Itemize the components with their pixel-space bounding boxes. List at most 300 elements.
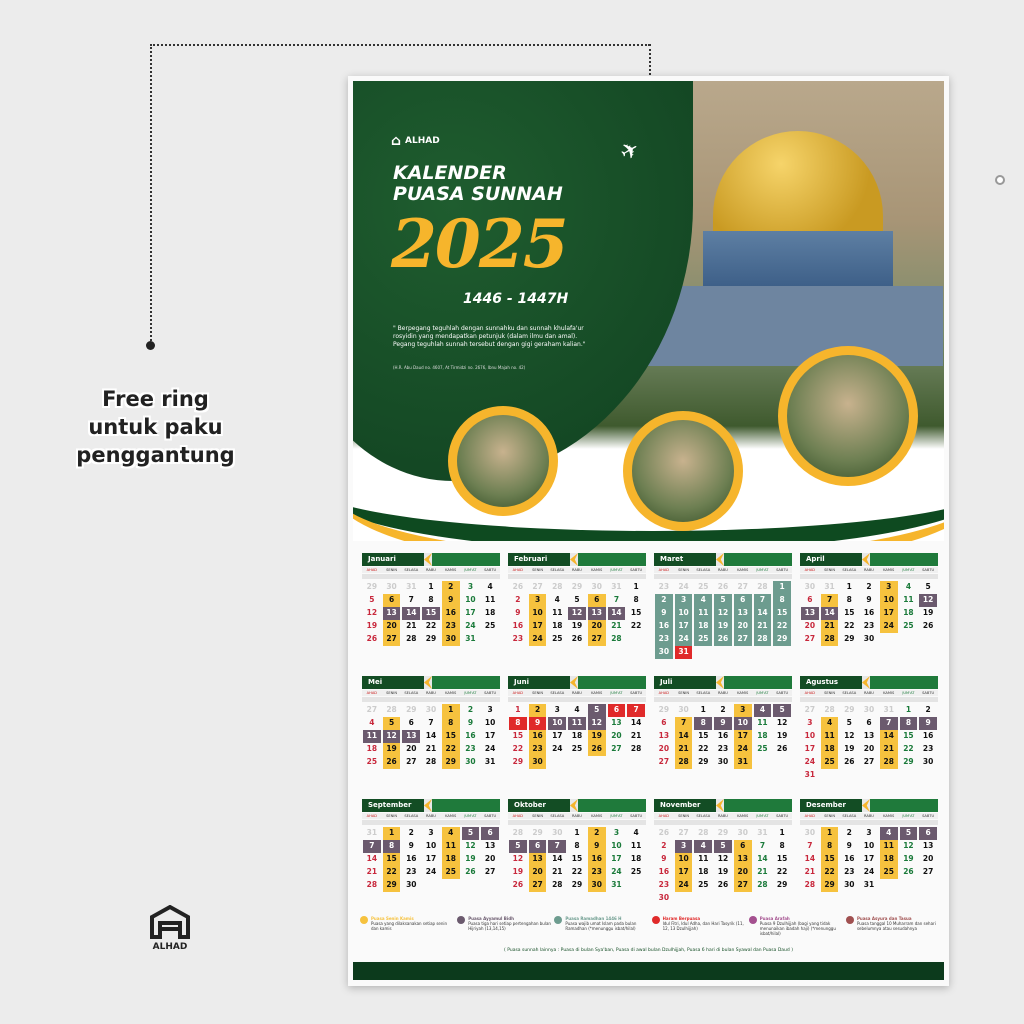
day-cell: 1 bbox=[905, 705, 912, 714]
month-name: Oktober bbox=[508, 799, 570, 812]
calendar-sheet bbox=[348, 76, 949, 986]
day-cell: 20 bbox=[529, 866, 547, 879]
month-header bbox=[654, 799, 792, 812]
month-november bbox=[654, 799, 792, 913]
day-names bbox=[508, 813, 646, 819]
day-cell: 15 bbox=[571, 854, 583, 863]
day-cell-outside: 29 bbox=[658, 705, 670, 714]
day-cell: 13 bbox=[588, 607, 606, 620]
legend-color-icon bbox=[749, 916, 757, 924]
day-cell: 1 bbox=[779, 828, 785, 837]
month-header bbox=[800, 676, 938, 689]
month-juni bbox=[508, 676, 646, 790]
day-cell: 24 bbox=[484, 744, 496, 753]
day-cell: 9 bbox=[866, 595, 872, 604]
day-cell: 4 bbox=[574, 705, 580, 714]
day-cell: 10 bbox=[484, 718, 496, 727]
day-cell: 5 bbox=[900, 827, 918, 840]
day-name: AHAD bbox=[366, 691, 378, 695]
day-cell: 4 bbox=[633, 828, 639, 837]
day-cell: 28 bbox=[425, 757, 437, 766]
day-name: SENIN bbox=[678, 568, 690, 572]
arabic-day-names bbox=[508, 697, 646, 702]
day-grid bbox=[508, 827, 646, 892]
month-oktober bbox=[508, 799, 646, 913]
calendar-year: 2025 bbox=[391, 205, 567, 283]
day-cell-outside: 30 bbox=[737, 828, 748, 837]
day-cell: 25 bbox=[757, 744, 768, 753]
day-cell: 17 bbox=[611, 854, 622, 863]
day-cell: 3 bbox=[428, 828, 434, 837]
day-cell: 24 bbox=[529, 633, 547, 646]
day-cell: 26 bbox=[776, 744, 788, 753]
day-cell: 2 bbox=[720, 705, 726, 714]
day-cell: 20 bbox=[484, 854, 496, 863]
day-cell: 11 bbox=[821, 730, 839, 743]
day-cell: 7 bbox=[363, 840, 381, 853]
day-cell-outside: 28 bbox=[824, 705, 835, 714]
day-cell: 2 bbox=[515, 595, 521, 604]
day-cell-outside: 29 bbox=[406, 705, 417, 714]
day-cell: 28 bbox=[552, 880, 563, 889]
day-cell: 4 bbox=[880, 827, 898, 840]
day-cell: 16 bbox=[717, 731, 729, 740]
month-desember bbox=[800, 799, 938, 913]
hijri-info bbox=[870, 799, 938, 812]
month-juli bbox=[654, 676, 792, 790]
day-cell-outside: 29 bbox=[571, 582, 583, 591]
day-cell: 10 bbox=[425, 841, 437, 850]
day-name: JUM'AT bbox=[610, 814, 623, 818]
day-cell: 5 bbox=[773, 704, 791, 717]
hijri-info bbox=[724, 799, 792, 812]
day-name: SABTU bbox=[922, 568, 935, 572]
day-cell: 2 bbox=[442, 581, 460, 594]
day-cell: 13 bbox=[801, 607, 819, 620]
caption-line: untuk paku bbox=[88, 415, 223, 439]
day-cell: 11 bbox=[363, 730, 381, 743]
ring-pointer-line-top bbox=[150, 44, 650, 46]
day-cell: 5 bbox=[846, 718, 852, 727]
brand-logo-bottom bbox=[142, 905, 198, 952]
day-cell: 14 bbox=[754, 607, 772, 620]
day-cell: 10 bbox=[675, 853, 693, 866]
day-cell: 12 bbox=[714, 607, 732, 620]
day-cell: 17 bbox=[529, 620, 547, 633]
day-cell: 25 bbox=[903, 621, 914, 630]
legend-item bbox=[846, 916, 940, 936]
day-cell: 27 bbox=[922, 867, 934, 876]
caption-line: penggantung bbox=[76, 443, 235, 467]
day-cell: 29 bbox=[442, 756, 460, 769]
day-cell: 29 bbox=[821, 879, 839, 892]
day-cell: 7 bbox=[408, 595, 414, 604]
arabic-day-names bbox=[654, 697, 792, 702]
day-name: SABTU bbox=[484, 814, 497, 818]
day-cell: 20 bbox=[611, 731, 622, 740]
month-april bbox=[800, 553, 938, 667]
day-cell: 17 bbox=[675, 620, 693, 633]
day-cell: 22 bbox=[903, 744, 914, 753]
day-cell: 15 bbox=[630, 608, 642, 617]
day-cell: 21 bbox=[675, 743, 693, 756]
day-cell: 19 bbox=[922, 608, 934, 617]
day-cell: 1 bbox=[442, 704, 460, 717]
day-cell: 29 bbox=[425, 634, 437, 643]
day-cell: 2 bbox=[588, 827, 606, 840]
day-name: AHAD bbox=[366, 568, 378, 572]
day-cell: 25 bbox=[484, 621, 496, 630]
day-cell: 30 bbox=[922, 757, 934, 766]
day-cell: 9 bbox=[467, 718, 474, 727]
day-cell: 19 bbox=[465, 854, 476, 863]
day-cell: 7 bbox=[428, 718, 434, 727]
day-cell: 8 bbox=[900, 717, 918, 730]
hijri-info bbox=[432, 676, 500, 689]
day-cell: 9 bbox=[529, 717, 547, 730]
day-cell: 20 bbox=[922, 854, 934, 863]
hijri-info bbox=[870, 676, 938, 689]
day-cell: 3 bbox=[807, 718, 813, 727]
day-cell: 21 bbox=[366, 867, 378, 876]
day-cell: 8 bbox=[633, 595, 639, 604]
day-cell: 20 bbox=[804, 621, 816, 630]
dome-building-image bbox=[703, 231, 893, 291]
day-names bbox=[800, 690, 938, 696]
day-name: SENIN bbox=[824, 691, 836, 695]
day-cell: 3 bbox=[529, 594, 547, 607]
day-cell: 19 bbox=[714, 620, 732, 633]
legend-color-icon bbox=[554, 916, 562, 924]
day-cell-outside: 28 bbox=[698, 828, 709, 837]
day-name: JUM'AT bbox=[610, 568, 623, 572]
day-cell: 3 bbox=[880, 581, 898, 594]
day-cell: 16 bbox=[512, 621, 524, 630]
day-cell: 23 bbox=[717, 744, 729, 753]
day-cell: 5 bbox=[925, 582, 931, 591]
day-name: SELASA bbox=[696, 691, 711, 695]
day-cell: 17 bbox=[880, 607, 898, 620]
day-names bbox=[362, 567, 500, 573]
day-cell: 3 bbox=[675, 594, 693, 607]
day-cell: 30 bbox=[655, 646, 673, 659]
day-cell: 11 bbox=[903, 595, 914, 604]
day-cell-outside: 27 bbox=[804, 705, 816, 714]
day-cell: 5 bbox=[574, 595, 580, 604]
day-name: SENIN bbox=[386, 568, 398, 572]
month-name: Agustus bbox=[800, 676, 862, 689]
day-cell: 6 bbox=[661, 718, 667, 727]
day-cell: 23 bbox=[512, 634, 524, 643]
day-cell: 29 bbox=[383, 879, 401, 892]
day-cell: 14 bbox=[757, 854, 768, 863]
legend-item bbox=[360, 916, 454, 936]
legend-item bbox=[749, 916, 843, 936]
day-cell: 13 bbox=[611, 718, 622, 727]
day-cell: 24 bbox=[425, 867, 437, 876]
day-cell: 11 bbox=[568, 717, 586, 730]
title-line: PUASA SUNNAH bbox=[393, 183, 563, 205]
day-cell-outside: 27 bbox=[678, 828, 689, 837]
day-cell-outside: 25 bbox=[698, 582, 709, 591]
day-cell-outside: 31 bbox=[883, 705, 894, 714]
day-cell: 18 bbox=[552, 621, 563, 630]
day-name: JUM'AT bbox=[756, 814, 769, 818]
arabic-day-names bbox=[654, 820, 792, 825]
chevron-icon bbox=[716, 676, 724, 689]
day-cell: 29 bbox=[773, 633, 791, 646]
day-cell: 4 bbox=[487, 582, 493, 591]
arabic-day-names bbox=[508, 820, 646, 825]
day-cell: 14 bbox=[821, 607, 839, 620]
arabic-day-names bbox=[800, 574, 938, 579]
day-cell: 25 bbox=[552, 634, 563, 643]
day-cell: 17 bbox=[734, 730, 752, 743]
day-cell: 14 bbox=[630, 718, 642, 727]
day-name: RABU bbox=[572, 691, 582, 695]
legend-item bbox=[554, 916, 648, 936]
day-cell: 14 bbox=[804, 854, 816, 863]
day-name: SABTU bbox=[922, 691, 935, 695]
day-cell: 26 bbox=[465, 867, 476, 876]
day-cell: 26 bbox=[922, 621, 934, 630]
day-cell-outside: 23 bbox=[658, 582, 670, 591]
month-september bbox=[362, 799, 500, 913]
day-cell: 6 bbox=[383, 594, 401, 607]
day-cell: 13 bbox=[734, 853, 752, 866]
day-cell: 23 bbox=[442, 620, 460, 633]
day-name: KAMIS bbox=[737, 568, 749, 572]
day-cell: 3 bbox=[866, 828, 872, 837]
day-cell-outside: 30 bbox=[386, 582, 397, 591]
day-cell: 13 bbox=[383, 607, 401, 620]
day-cell: 13 bbox=[734, 607, 752, 620]
day-cell: 20 bbox=[383, 620, 401, 633]
brand-logo bbox=[391, 133, 440, 149]
day-cell: 5 bbox=[588, 704, 606, 717]
arabic-day-names bbox=[508, 574, 646, 579]
day-names bbox=[800, 567, 938, 573]
day-cell: 27 bbox=[484, 867, 496, 876]
day-cell: 26 bbox=[571, 634, 583, 643]
day-cell: 13 bbox=[863, 731, 875, 740]
day-cell: 19 bbox=[903, 854, 914, 863]
day-cell-outside: 28 bbox=[512, 828, 524, 837]
day-cell: 7 bbox=[627, 704, 645, 717]
day-cell: 20 bbox=[734, 620, 752, 633]
day-cell: 24 bbox=[552, 744, 563, 753]
day-cell: 20 bbox=[406, 744, 417, 753]
day-cell: 19 bbox=[512, 867, 524, 876]
day-cell: 27 bbox=[804, 634, 816, 643]
legend-title: Puasa Arafah bbox=[759, 916, 790, 921]
day-cell: 12 bbox=[776, 718, 788, 727]
day-cell-outside: 30 bbox=[863, 705, 875, 714]
day-cell: 25 bbox=[442, 866, 460, 879]
month-januari bbox=[362, 553, 500, 667]
day-cell: 12 bbox=[383, 730, 401, 743]
hijri-info bbox=[724, 676, 792, 689]
chevron-icon bbox=[862, 553, 870, 566]
hadith-quote: " Berpegang teguhlah dengan sunnahku dan sunnah khulafa'ur rosyidin yang mendapatkan petunjuk (dalam ilmu dan amal). Pegang teguhlah sunnah tersebut dengan gigi geraham kalian." bbox=[393, 325, 586, 348]
day-name: SELASA bbox=[550, 691, 565, 695]
day-names bbox=[508, 690, 646, 696]
day-cell: 9 bbox=[919, 717, 937, 730]
day-cell-outside: 31 bbox=[824, 582, 835, 591]
day-cell: 9 bbox=[655, 607, 673, 620]
day-cell: 3 bbox=[675, 840, 693, 853]
month-februari bbox=[508, 553, 646, 667]
day-cell: 13 bbox=[658, 731, 670, 740]
month-name: September bbox=[362, 799, 424, 812]
day-names bbox=[654, 813, 792, 819]
legend-title: Puasa Ayyamul Bidh bbox=[468, 916, 514, 921]
day-name: KAMIS bbox=[591, 814, 603, 818]
month-header bbox=[362, 676, 500, 689]
day-cell: 31 bbox=[611, 880, 622, 889]
day-cell: 30 bbox=[442, 633, 460, 646]
day-name: JUM'AT bbox=[902, 568, 915, 572]
day-cell: 6 bbox=[608, 704, 626, 717]
day-cell: 16 bbox=[863, 608, 875, 617]
day-cell: 14 bbox=[608, 607, 626, 620]
chevron-icon bbox=[570, 676, 578, 689]
day-cell: 1 bbox=[773, 581, 791, 594]
day-names bbox=[362, 690, 500, 696]
month-name: Mei bbox=[362, 676, 424, 689]
day-name: SABTU bbox=[630, 814, 643, 818]
month-header bbox=[800, 799, 938, 812]
hijri-info bbox=[432, 553, 500, 566]
day-name: SELASA bbox=[696, 568, 711, 572]
day-grid bbox=[654, 704, 792, 769]
day-cell: 8 bbox=[821, 840, 839, 853]
day-cell: 16 bbox=[442, 607, 460, 620]
day-cell: 23 bbox=[655, 633, 673, 646]
day-name: SABTU bbox=[484, 568, 497, 572]
day-cell: 24 bbox=[465, 621, 476, 630]
day-cell: 12 bbox=[465, 841, 476, 850]
day-cell: 14 bbox=[675, 730, 693, 743]
month-header bbox=[508, 553, 646, 566]
day-cell: 15 bbox=[821, 853, 839, 866]
day-cell: 3 bbox=[467, 582, 474, 591]
day-name: KAMIS bbox=[445, 814, 457, 818]
day-name: AHAD bbox=[658, 814, 670, 818]
day-cell: 16 bbox=[465, 731, 476, 740]
day-cell: 1 bbox=[700, 705, 706, 714]
day-cell: 12 bbox=[568, 607, 586, 620]
day-cell-outside: 30 bbox=[804, 582, 816, 591]
chevron-icon bbox=[424, 676, 432, 689]
day-cell-outside: 30 bbox=[591, 582, 602, 591]
day-cell: 18 bbox=[698, 867, 709, 876]
day-cell: 21 bbox=[821, 620, 839, 633]
month-header bbox=[800, 553, 938, 566]
day-name: SENIN bbox=[678, 814, 690, 818]
day-cell: 3 bbox=[734, 704, 752, 717]
legend-title: Puasa Asyura dan Tasua bbox=[856, 916, 912, 921]
day-cell: 25 bbox=[694, 633, 712, 646]
day-cell-outside: 24 bbox=[678, 582, 689, 591]
day-name: SABTU bbox=[922, 814, 935, 818]
day-cell: 22 bbox=[821, 866, 839, 879]
day-cell: 1 bbox=[515, 705, 521, 714]
day-cell: 11 bbox=[880, 840, 898, 853]
day-cell-outside: 28 bbox=[552, 582, 563, 591]
day-cell: 15 bbox=[903, 731, 914, 740]
arabic-day-names bbox=[654, 574, 792, 579]
day-cell: 10 bbox=[548, 717, 566, 730]
day-grid bbox=[362, 704, 500, 769]
day-cell: 16 bbox=[658, 867, 670, 876]
day-cell: 25 bbox=[571, 744, 583, 753]
day-cell: 26 bbox=[366, 634, 378, 643]
day-grid bbox=[800, 704, 938, 782]
month-mei bbox=[362, 676, 500, 790]
day-names bbox=[654, 567, 792, 573]
day-cell: 27 bbox=[383, 633, 401, 646]
day-name: AHAD bbox=[658, 568, 670, 572]
day-name: AHAD bbox=[804, 691, 816, 695]
legend-desc: Puasa tanggal 10 Muharram dan sehari sebelumnya atau sesudahnya bbox=[856, 921, 936, 931]
month-header bbox=[362, 553, 500, 566]
day-cell: 3 bbox=[487, 705, 493, 714]
day-cell: 7 bbox=[880, 717, 898, 730]
day-cell: 12 bbox=[366, 608, 378, 617]
day-cell: 15 bbox=[698, 731, 709, 740]
legend-title: Haram Berpuasa bbox=[662, 916, 701, 921]
day-cell: 9 bbox=[661, 854, 667, 863]
day-name: JUM'AT bbox=[902, 691, 915, 695]
day-cell: 7 bbox=[759, 841, 766, 850]
day-cell: 24 bbox=[880, 620, 898, 633]
day-name: JUM'AT bbox=[756, 691, 769, 695]
day-cell: 7 bbox=[548, 840, 566, 853]
day-cell: 10 bbox=[804, 731, 816, 740]
day-cell: 2 bbox=[408, 828, 414, 837]
day-cell: 22 bbox=[630, 621, 642, 630]
day-name: RABU bbox=[572, 568, 582, 572]
month-header bbox=[508, 799, 646, 812]
day-cell: 21 bbox=[630, 731, 642, 740]
day-cell: 4 bbox=[905, 582, 912, 591]
day-name: KAMIS bbox=[883, 814, 895, 818]
day-cell-outside: 27 bbox=[532, 582, 543, 591]
legend-desc: Puasa wajib umat Islam pada bulan Ramadhan (*menunggu isbat/hilal) bbox=[565, 921, 637, 931]
day-cell: 6 bbox=[408, 718, 414, 727]
day-cell: 19 bbox=[844, 744, 855, 753]
pointer-dot bbox=[146, 341, 155, 350]
month-agustus bbox=[800, 676, 938, 790]
hijri-info bbox=[578, 676, 646, 689]
day-cell: 27 bbox=[734, 879, 752, 892]
day-cell: 24 bbox=[863, 867, 875, 876]
day-cell: 29 bbox=[698, 757, 709, 766]
day-cell: 8 bbox=[779, 841, 785, 850]
day-cell: 31 bbox=[675, 646, 693, 659]
day-cell: 29 bbox=[776, 880, 788, 889]
day-cell: 7 bbox=[675, 717, 693, 730]
day-name: SABTU bbox=[776, 691, 789, 695]
day-cell: 28 bbox=[366, 880, 378, 889]
day-cell: 22 bbox=[844, 621, 855, 630]
month-name: November bbox=[654, 799, 716, 812]
day-cell: 18 bbox=[484, 608, 496, 617]
hijri-info bbox=[724, 553, 792, 566]
photo-circle bbox=[448, 406, 558, 516]
caption-line: Free ring bbox=[102, 387, 209, 411]
